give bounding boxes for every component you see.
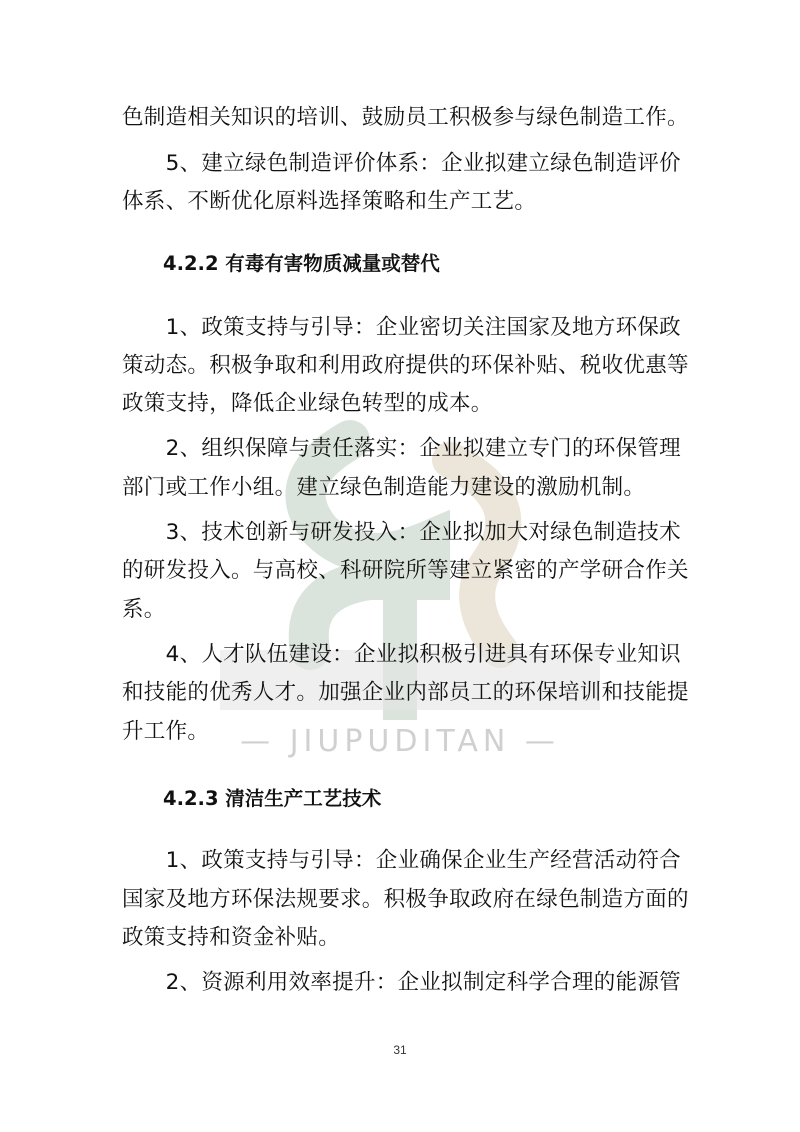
body-line: 色制造相关知识的培训、鼓励员工积极参与绿色制造工作。 xyxy=(122,105,689,130)
section-heading: 4.2.2 有毒有害物质减量或替代 xyxy=(163,252,440,275)
body-line: 3、技术创新与研发投入：企业拟加大对绿色制造技术 xyxy=(122,520,681,545)
body-line: 和技能的优秀人才。加强企业内部员工的环保培训和技能提 xyxy=(122,680,689,705)
body-line: 5、建立绿色制造评价体系：企业拟建立绿色制造评价 xyxy=(122,151,681,176)
body-line: 4、人才队伍建设：企业拟积极引进具有环保专业知识 xyxy=(122,642,681,667)
body-line: 政策支持，降低企业绿色转型的成本。 xyxy=(122,391,493,416)
section-heading: 4.2.3 清洁生产工艺技术 xyxy=(163,787,382,810)
page-number: 31 xyxy=(393,1043,407,1057)
body-line: 政策支持和资金补贴。 xyxy=(122,925,341,950)
watermark-text: — JIUPUDITAN — xyxy=(240,724,560,759)
body-line: 体系、不断优化原料选择策略和生产工艺。 xyxy=(122,189,537,214)
body-line: 1、政策支持与引导：企业确保企业生产经营活动符合 xyxy=(122,848,681,873)
body-line: 国家及地方环保法规要求。积极争取政府在绿色制造方面的 xyxy=(122,887,689,912)
body-line: 部门或工作小组。建立绿色制造能力建设的激励机制。 xyxy=(122,475,646,500)
body-line: 策动态。积极争取和利用政府提供的环保补贴、税收优惠等 xyxy=(122,353,689,378)
body-line: 升工作。 xyxy=(122,719,210,744)
body-line: 系。 xyxy=(122,597,166,622)
body-line: 的研发投入。与高校、科研院所等建立紧密的产学研合作关 xyxy=(122,558,689,583)
body-line: 1、政策支持与引导：企业密切关注国家及地方环保政 xyxy=(122,315,681,340)
body-line: 2、资源利用效率提升：企业拟制定科学合理的能源管 xyxy=(122,970,681,995)
body-line: 2、组织保障与责任落实：企业拟建立专门的环保管理 xyxy=(122,436,681,461)
